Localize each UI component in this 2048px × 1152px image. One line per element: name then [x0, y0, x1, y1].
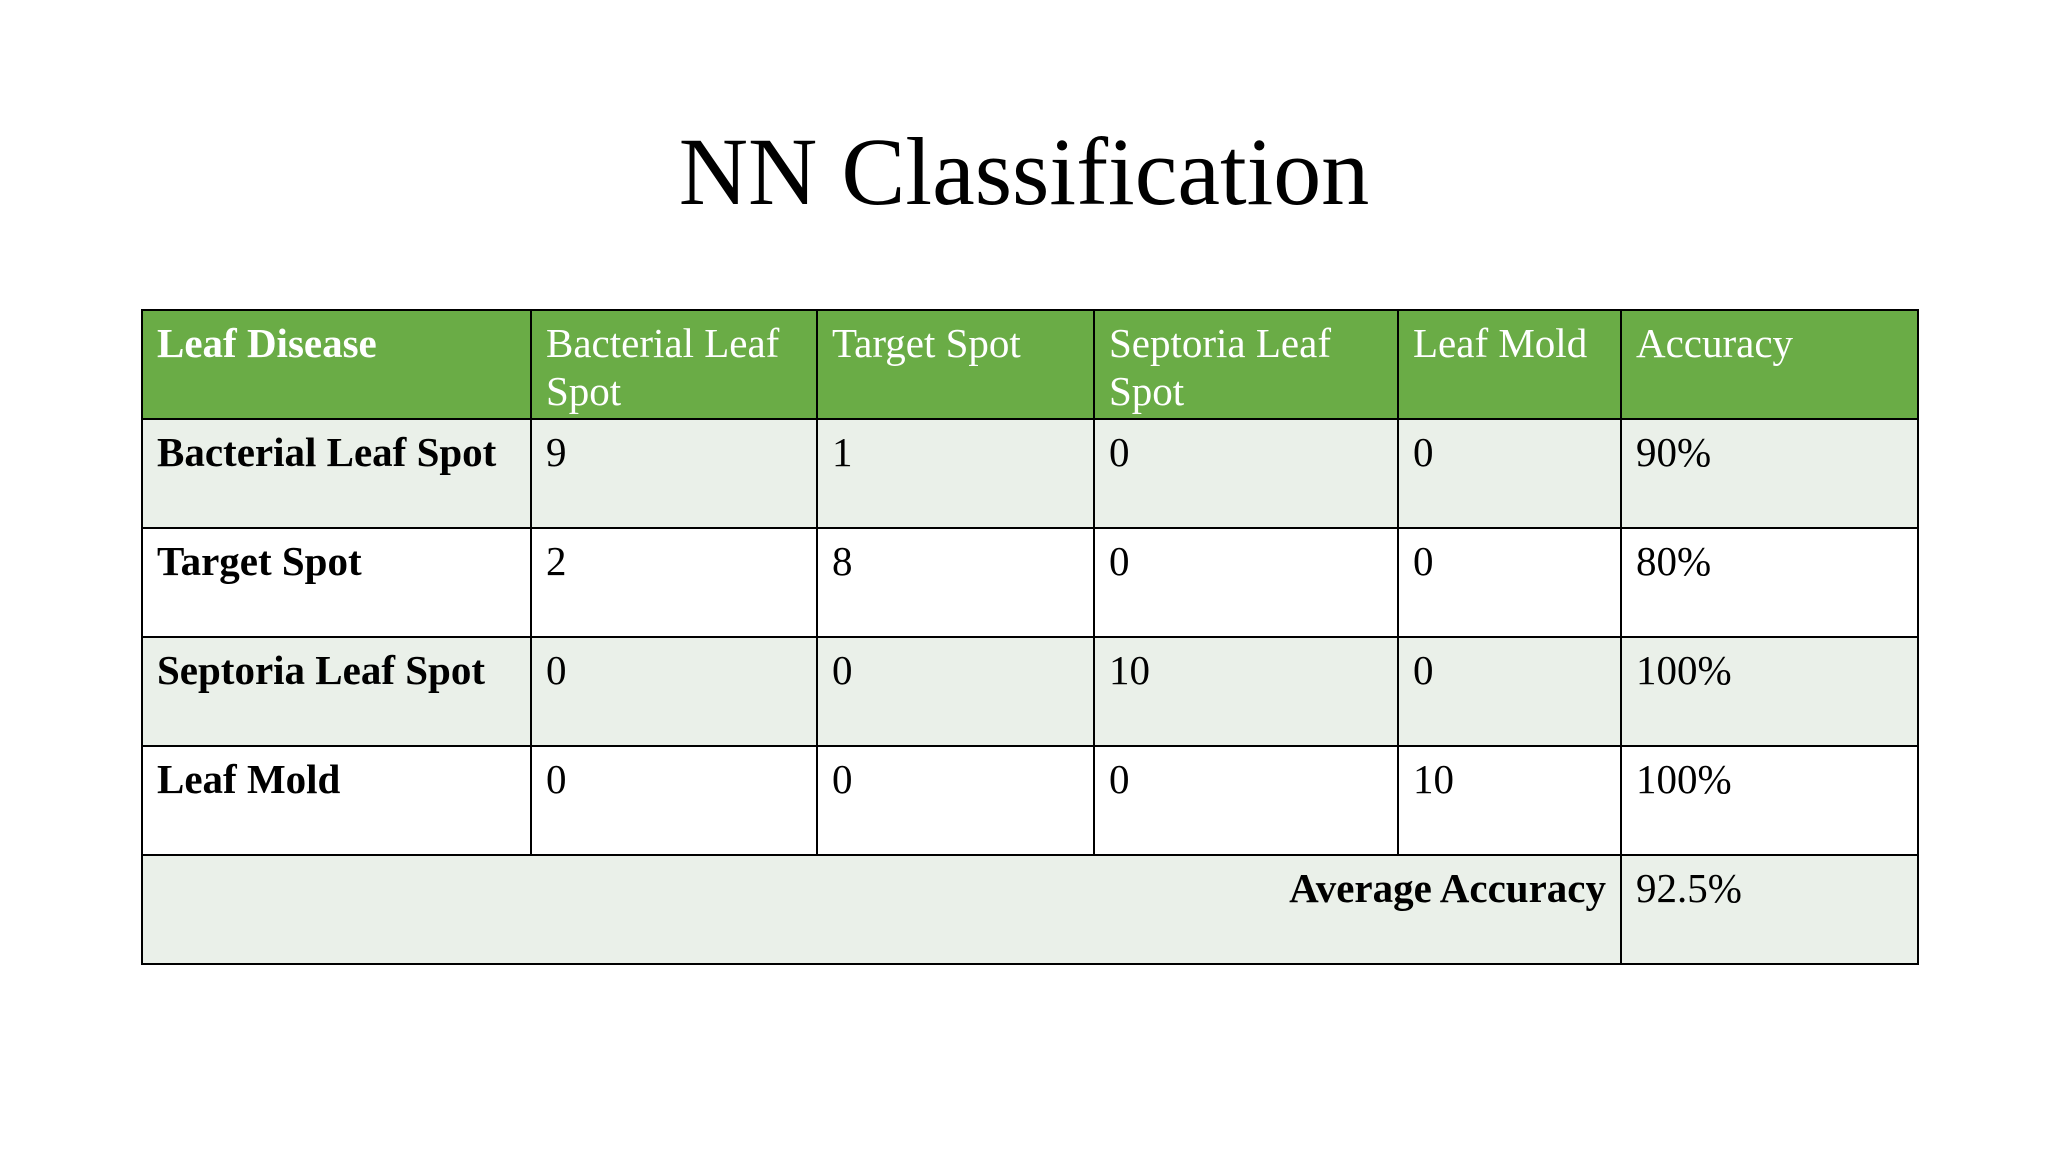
table-row: [142, 746, 1918, 855]
table-cell: 0: [1398, 528, 1621, 637]
table-row: [142, 419, 1918, 528]
table-cell: 0: [1398, 637, 1621, 746]
average-accuracy-value: 92.5%: [1621, 855, 1918, 964]
table-cell: 10: [1398, 746, 1621, 855]
row-label: Target Spot: [142, 528, 531, 637]
table-cell: 9: [531, 419, 817, 528]
table-cell: 10: [1094, 637, 1398, 746]
accuracy-cell: 90%: [1621, 419, 1918, 528]
accuracy-cell: 100%: [1621, 746, 1918, 855]
header-row: [142, 310, 1918, 419]
table-cell: 0: [817, 637, 1094, 746]
table-row: [142, 637, 1918, 746]
column-header-bacterial-leaf-spot: Bacterial Leaf Spot: [531, 310, 817, 419]
accuracy-cell: 80%: [1621, 528, 1918, 637]
table-cell: 0: [531, 637, 817, 746]
slide-title: NN Classification: [678, 118, 1370, 225]
table-cell: 0: [1094, 746, 1398, 855]
average-row: [142, 855, 1918, 964]
column-header-septoria-leaf-spot: Septoria Leaf Spot: [1094, 310, 1398, 419]
confusion-matrix-table: [141, 309, 1919, 965]
column-header-target-spot: Target Spot: [817, 310, 1094, 419]
row-label: Bacterial Leaf Spot: [142, 419, 531, 528]
table-cell: 0: [1094, 528, 1398, 637]
table-cell: 8: [817, 528, 1094, 637]
average-accuracy-label: Average Accuracy: [142, 855, 1621, 964]
row-label: Leaf Mold: [142, 746, 531, 855]
table-cell: 0: [1398, 419, 1621, 528]
table-cell: 1: [817, 419, 1094, 528]
table-row: [142, 528, 1918, 637]
column-header-leaf-disease: Leaf Disease: [142, 310, 531, 419]
table-cell: 0: [1094, 419, 1398, 528]
column-header-leaf-mold: Leaf Mold: [1398, 310, 1621, 419]
table-cell: 0: [531, 746, 817, 855]
accuracy-cell: 100%: [1621, 637, 1918, 746]
column-header-accuracy: Accuracy: [1621, 310, 1918, 419]
row-label: Septoria Leaf Spot: [142, 637, 531, 746]
table-cell: 2: [531, 528, 817, 637]
table-cell: 0: [817, 746, 1094, 855]
